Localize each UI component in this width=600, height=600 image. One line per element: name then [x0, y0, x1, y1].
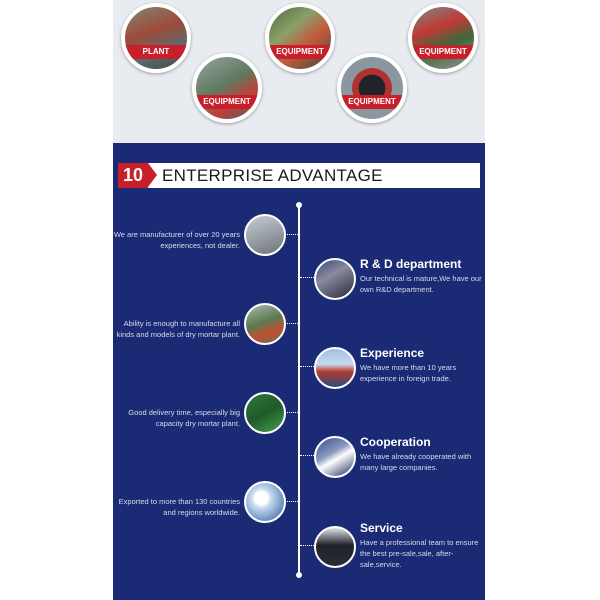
connector-icon [284, 412, 298, 415]
advantage-desc: Our technical is mature,We have our own R&D department. [360, 274, 482, 294]
advantage-title: Service [360, 521, 403, 535]
advantage-title: R & D department [360, 257, 462, 271]
gallery-photo-equipment[interactable] [265, 3, 335, 73]
connector-icon [284, 501, 298, 504]
photo-label: EQUIPMENT [341, 95, 403, 109]
advantage-desc: We are manufacturer of over 20 years experiences, not dealer. [113, 230, 240, 250]
gallery-photo-plant[interactable] [121, 3, 191, 73]
advantage-desc: We have already cooperated with many large companies. [360, 452, 472, 472]
advantage-title: Cooperation [360, 435, 431, 449]
advantage-desc: Exported to more than 130 countries and regions worldwide. [118, 497, 240, 517]
connector-icon [300, 366, 314, 369]
timeline-start-dot [296, 202, 302, 208]
photo-label: EQUIPMENT [196, 95, 258, 109]
advantage-desc: Good delivery time, especially big capacity dry mortar plant. [128, 408, 240, 428]
photo-label: EQUIPMENT [412, 45, 474, 59]
machinery-photo-icon [244, 303, 286, 345]
connector-icon [284, 234, 298, 237]
section-title: ENTERPRISE ADVANTAGE [162, 166, 383, 185]
timeline-line [298, 205, 300, 575]
advantage-title: Experience [360, 346, 425, 360]
advantage-desc: We have more than 10 years experience in foreign trade. [360, 363, 457, 383]
timeline-end-dot [296, 572, 302, 578]
factory-photo-icon [244, 214, 286, 256]
connector-icon [300, 455, 314, 458]
handshake-photo-icon [314, 436, 356, 478]
section-number: 10 [118, 163, 148, 188]
gallery-photo-equipment[interactable] [337, 53, 407, 123]
port-photo-icon [314, 347, 356, 389]
photo-label: EQUIPMENT [269, 45, 331, 59]
section-number-arrow [148, 163, 157, 187]
globe-photo-icon [244, 481, 286, 523]
delivery-photo-icon [244, 392, 286, 434]
connector-icon [300, 277, 314, 280]
section-header [118, 163, 480, 188]
connector-icon [300, 545, 314, 548]
gallery-photo-equipment[interactable] [192, 53, 262, 123]
gallery-photo-equipment[interactable] [408, 3, 478, 73]
advantage-desc: Ability is enough to manufacture all kinds and models of dry mortar plant. [116, 319, 240, 339]
team-photo-icon [314, 526, 356, 568]
advantage-desc: Have a professional team to ensure the best pre-sale,sale, after-sale,service. [360, 538, 479, 569]
connector-icon [284, 323, 298, 326]
photo-label: PLANT [125, 45, 187, 59]
lab-photo-icon [314, 258, 356, 300]
